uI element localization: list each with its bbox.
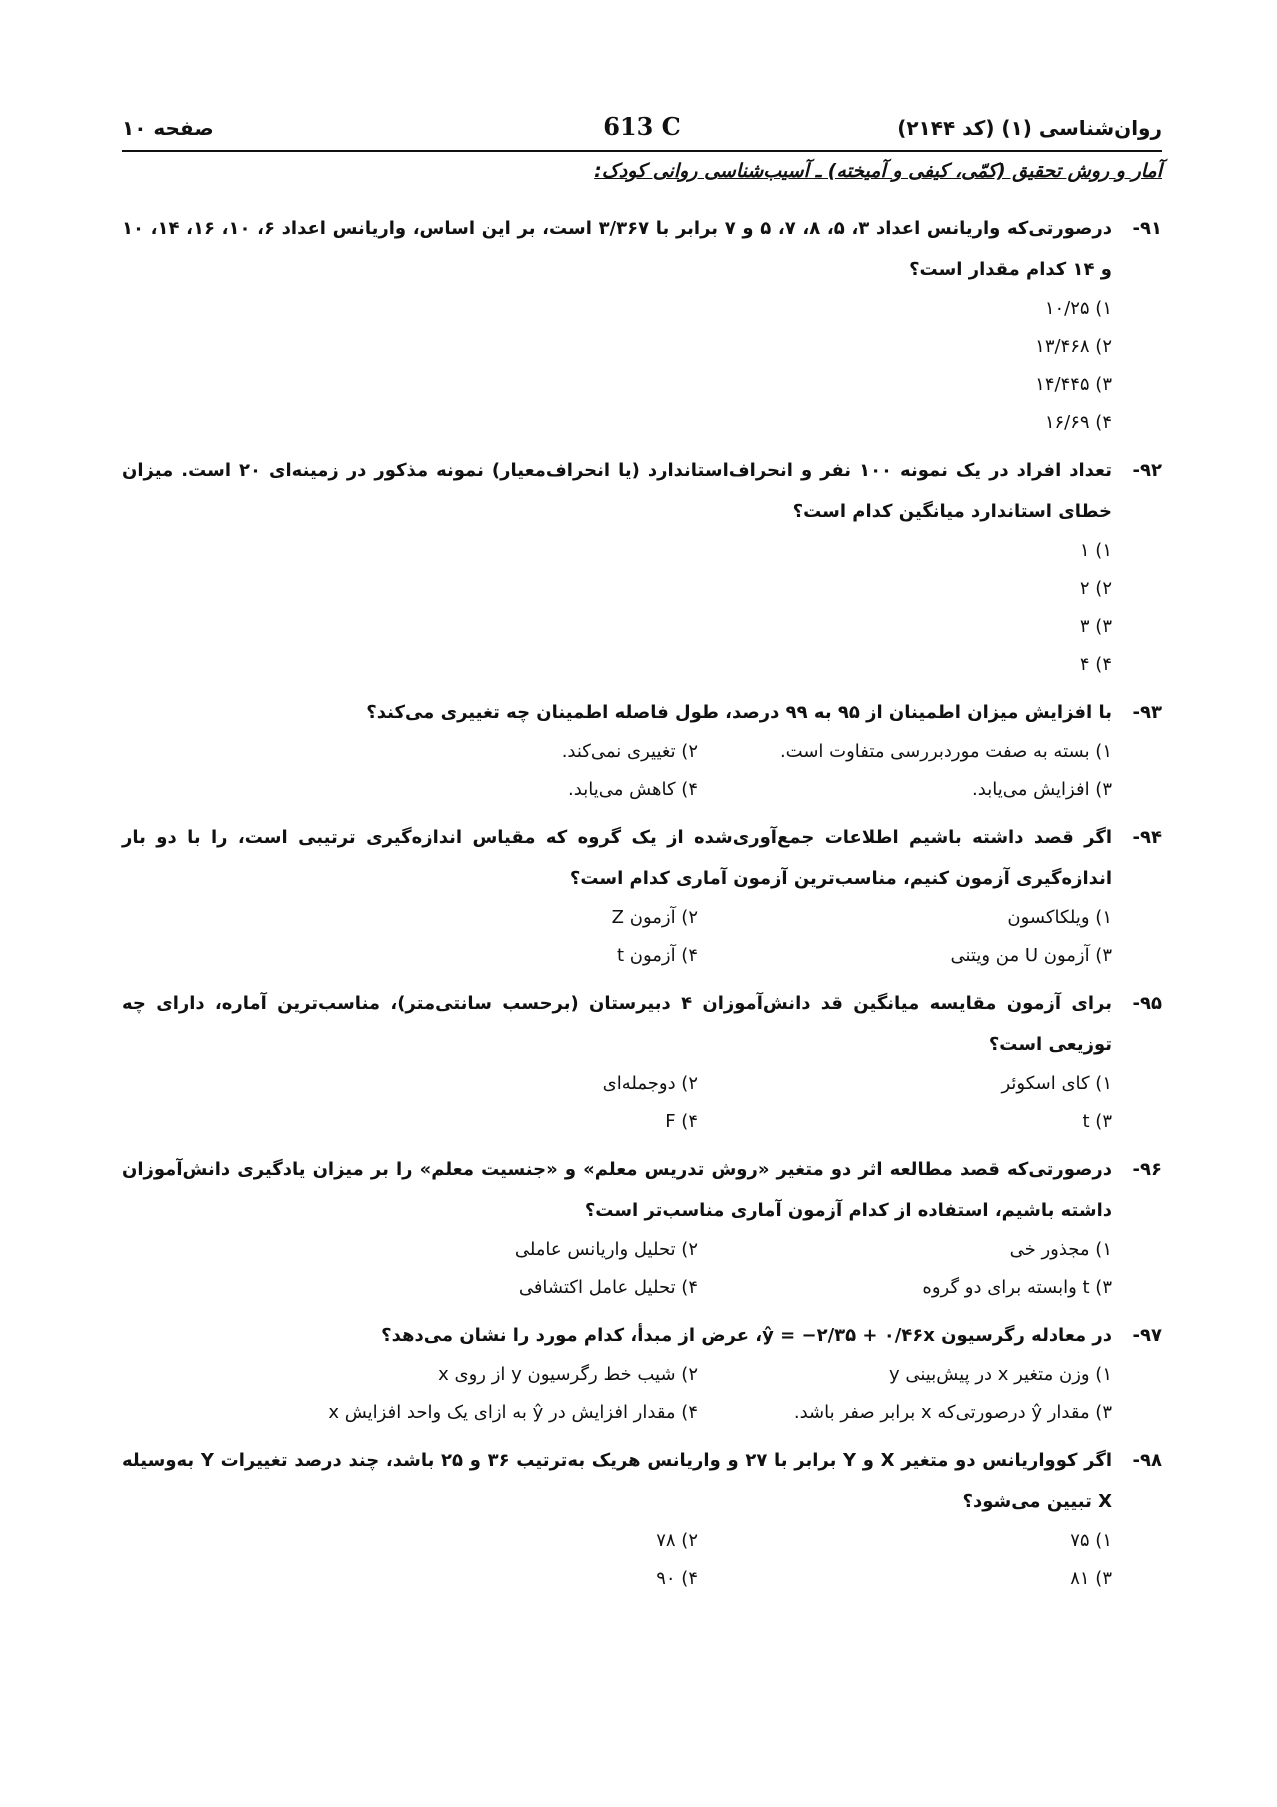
answer-options — [122, 733, 1162, 809]
question-stem — [122, 983, 1162, 1065]
question-number: ۹۲- — [1132, 460, 1162, 481]
answer-option: ۲) شیب خط رگرسیون y از روی x — [438, 1364, 698, 1385]
question — [122, 817, 1162, 975]
answer-option: ۱) بسته به صفت موردبررسی متفاوت است. — [779, 741, 1112, 762]
answer-options — [122, 532, 1162, 684]
answer-option: ۱) کای اسکوئر — [1001, 1073, 1112, 1094]
question-text: اگر کوواریانس دو متغیر X و Y برابر با ۲۷ و واریانس هریک به‌ترتیب ۳۶ و ۲۵ باشد، چند درصد تغییرات Y به‌وسیله X تبیین می‌شود؟ — [122, 1450, 1112, 1512]
answer-option: ۲) ۱۳/۴۶۸ — [1035, 336, 1112, 357]
answer-option: ۲) آزمون Z — [611, 907, 698, 928]
section-title — [122, 160, 1162, 182]
answer-option: ۳) t وابسته برای دو گروه — [922, 1277, 1112, 1298]
answer-options — [122, 1522, 1162, 1598]
page-header — [122, 110, 1162, 152]
question-text: برای آزمون مقایسه میانگین قد دانش‌آموزان ۴ دبیرستان (برحسب سانتی‌متر)، مناسب‌ترین آماره، دارای چه توزیعی است؟ — [122, 993, 1113, 1055]
exam-page — [122, 110, 1162, 1606]
question-stem — [122, 1440, 1162, 1522]
question — [122, 1149, 1162, 1307]
question — [122, 450, 1162, 684]
answer-option: ۴) کاهش می‌یابد. — [568, 779, 698, 800]
question-number: ۹۱- — [1132, 218, 1162, 239]
question-stem — [122, 1149, 1162, 1231]
question-text: با افزایش میزان اطمینان از ۹۵ به ۹۹ درصد، طول فاصله اطمینان چه تغییری می‌کند؟ — [366, 702, 1112, 723]
answer-option: ۱) ویلکاکسون — [1007, 907, 1112, 928]
question-text: درصورتی‌که واریانس اعداد ۳، ۵، ۸، ۷، ۵ و ۷ برابر با ۳/۳۶۷ است، بر این اساس، واریانس اعداد ۶، ۱۰، ۱۶، ۱۴، ۱۰ و ۱۴ کدام مقدار است؟ — [122, 218, 1113, 280]
answer-option: ۳) آزمون U من ویتنی — [950, 945, 1112, 966]
question — [122, 1315, 1162, 1432]
question-number: ۹۷- — [1132, 1325, 1162, 1346]
answer-options — [122, 1356, 1162, 1432]
answer-option: ۲) ۷۸ — [656, 1530, 698, 1551]
question-stem — [122, 692, 1162, 733]
question-stem — [122, 450, 1162, 532]
answer-option: ۴) مقدار افزایش در ŷ به ازای یک واحد افزایش x — [328, 1402, 698, 1423]
answer-option: ۱) ۱۰/۲۵ — [1044, 298, 1112, 319]
question-text: اگر قصد داشته باشیم اطلاعات جمع‌آوری‌شده از یک گروه که مقیاس اندازه‌گیری ترتیبی است، را با دو بار اندازه‌گیری آزمون کنیم، مناسب‌ترین آزمون آماری کدام است؟ — [122, 827, 1112, 889]
answer-option: ۱) ۱ — [1079, 540, 1112, 561]
answer-options — [122, 899, 1162, 975]
answer-option: ۲) تغییری نمی‌کند. — [561, 741, 698, 762]
question — [122, 208, 1162, 442]
question-stem — [122, 208, 1162, 290]
answer-option: ۴) ۴ — [1079, 654, 1112, 675]
exam-code: 613 C — [603, 112, 681, 141]
answer-option: ۳) ۳ — [1079, 616, 1112, 637]
course-title: روان‌شناسی (۱) (کد ۲۱۴۴) — [897, 116, 1162, 140]
answer-options — [122, 1065, 1162, 1141]
answer-option: ۳) ۱۴/۴۴۵ — [1035, 374, 1112, 395]
answer-option: ۲) ۲ — [1079, 578, 1112, 599]
question-number: ۹۳- — [1132, 702, 1162, 723]
answer-option: ۴) F — [665, 1111, 698, 1132]
question — [122, 983, 1162, 1141]
question-text: تعداد افراد در یک نمونه ۱۰۰ نفر و انحراف‌استاندارد (یا انحراف‌معیار) نمونه مذکور در زمینه‌ای ۲۰ است. میزان خطای استاندارد میانگین کدام است؟ — [122, 460, 1112, 522]
question-stem — [122, 817, 1162, 899]
page-number: صفحه ۱۰ — [122, 116, 214, 140]
question-text: درصورتی‌که قصد مطالعه اثر دو متغیر «روش تدریس معلم» و «جنسیت معلم» را بر میزان یادگیری دانش‌آموزان داشته باشیم، استفاده از کدام آزمون آماری مناسب‌تر است؟ — [122, 1159, 1112, 1221]
question-list — [122, 208, 1162, 1598]
answer-option: ۳) ۸۱ — [1070, 1568, 1112, 1589]
question — [122, 692, 1162, 809]
answer-option: ۲) تحلیل واریانس عاملی — [514, 1239, 698, 1260]
question-number: ۹۸- — [1132, 1450, 1162, 1471]
question-stem — [122, 1315, 1162, 1356]
answer-option: ۱) مجذور خی — [1009, 1239, 1112, 1260]
question — [122, 1440, 1162, 1598]
answer-option: ۲) دوجمله‌ای — [602, 1073, 698, 1094]
question-text: در معادله رگرسیون ŷ = −۲/۳۵ + ۰/۴۶x، عرض از مبدأ، کدام مورد را نشان می‌دهد؟ — [381, 1325, 1112, 1346]
answer-option: ۳) t — [1082, 1111, 1112, 1132]
answer-option: ۳) مقدار ŷ درصورتی‌که x برابر صفر باشد. — [793, 1402, 1112, 1423]
answer-option: ۱) ۷۵ — [1070, 1530, 1112, 1551]
answer-options — [122, 290, 1162, 442]
answer-option: ۴) ۱۶/۶۹ — [1044, 412, 1112, 433]
answer-options — [122, 1231, 1162, 1307]
answer-option: ۴) ۹۰ — [656, 1568, 698, 1589]
answer-option: ۳) افزایش می‌یابد. — [972, 779, 1112, 800]
question-number: ۹۵- — [1132, 993, 1162, 1014]
section-title-text: آمار و روش تحقیق (کمّی، کیفی و آمیخته) ـ آسیب‌شناسی روانی کودک: — [594, 160, 1162, 182]
question-number: ۹۴- — [1132, 827, 1162, 848]
answer-option: ۴) آزمون t — [616, 945, 698, 966]
answer-option: ۴) تحلیل عامل اکتشافی — [518, 1277, 698, 1298]
question-number: ۹۶- — [1132, 1159, 1162, 1180]
answer-option: ۱) وزن متغیر x در پیش‌بینی y — [888, 1364, 1112, 1385]
